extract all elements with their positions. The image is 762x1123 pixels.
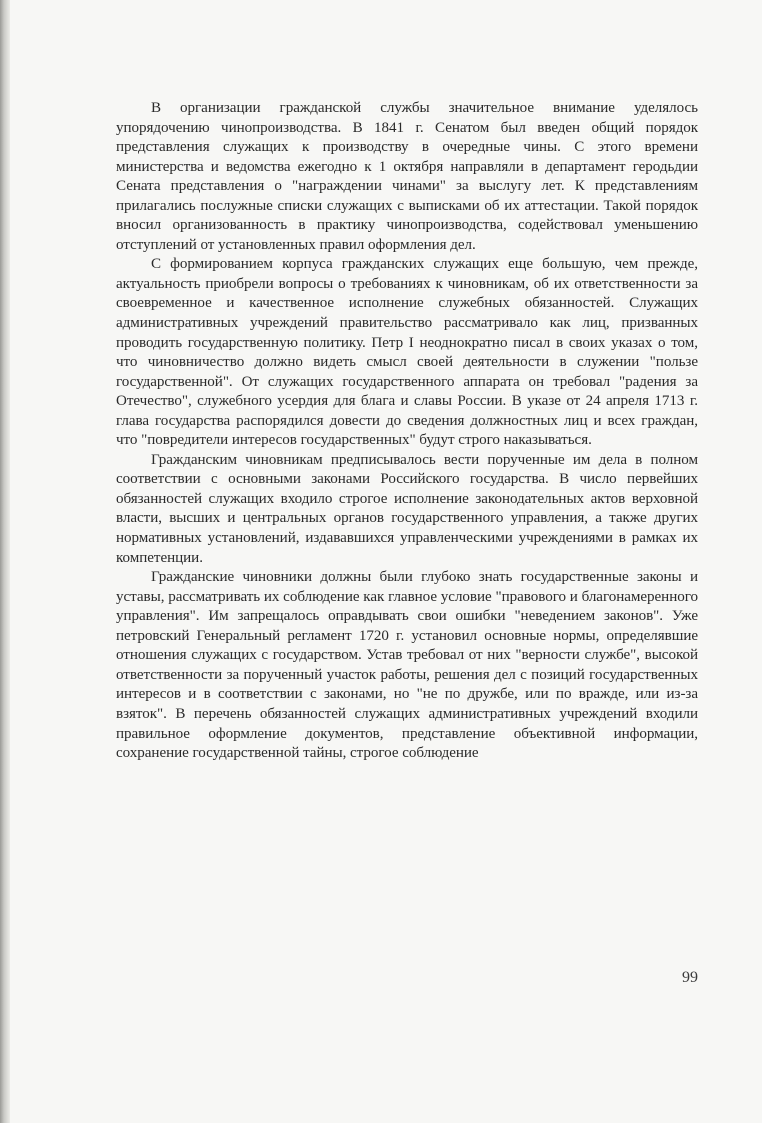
body-text: [116, 99, 698, 764]
page-number: 99: [682, 969, 698, 986]
paragraph-4: Гражданские чиновники должны были глубоко знать государственные законы и уставы, рассматривать их соблюдение как главное условие "правового и благонамеренного управления". Им запрещалось оправдывать свои ошибки "неведением законов". Уже петровский Генеральный регламент 1720 г. установил основные нормы, определявшие отношения служащих с государством. Устав требовал от них "верности службе", высокой ответственности за порученный участок работы, решения дел с позиций государственных интересов и в соответствии с законами, но "не по дружбе, или по вражде, или из-за взяток". В перечень обязанностей служащих административных учреждений входили правильное оформление документов, представление объективной информации, сохранение государственной тайны, строгое соблюдение: [116, 569, 698, 762]
paragraph-3: Гражданским чиновникам предписывалось вести порученные им дела в полном соответствии с основными законами Российского государства. В число первейших обязанностей служащих входило строгое исполнение законодательных актов верховной власти, высших и центральных органов государственного управления, а также других нормативных установлений, издававшихся управленческими учреждениями в рамках их компетенции.: [116, 451, 698, 566]
page-edge-shadow: [0, 0, 10, 1123]
paragraph-1: В организации гражданской службы значительное внимание уделялось упорядочению чинопроизводства. В 1841 г. Сенатом был введен общий порядок представления служащих к производству в очередные чины. С этого времени министерства и ведомства ежегодно к 1 октября направляли в департамент геродьдии Сената представления о "награждении чинами" за выслугу лет. К представлениям прилагались послужные списки служащих с выписками об их аттестации. Такой порядок вносил организованность в практику чинопроизводства, содействовал уменьшению отступлений от установленных правил оформления дел.: [116, 100, 698, 253]
paragraph-2: С формированием корпуса гражданских служащих еще большую, чем прежде, актуальность приобрели вопросы о требованиях к чиновникам, об их ответственности за своевременное и качественное исполнение служебных обязанностей. Служащих административных учреждений правительство рассматривало как лиц, призванных проводить государственную политику. Петр I неоднократно писал в своих указах о том, что чиновничество должно видеть смысл своей деятельности в служении "пользе государственной". От служащих государственного аппарата он требовал "радения за Отечество", служебного усердия для блага и славы России. В указе от 24 апреля 1713 г. глава государства распорядился довести до сведения должностных лиц и всех граждан, что "повредители интересов государственных" будут строго наказываться.: [116, 256, 698, 449]
